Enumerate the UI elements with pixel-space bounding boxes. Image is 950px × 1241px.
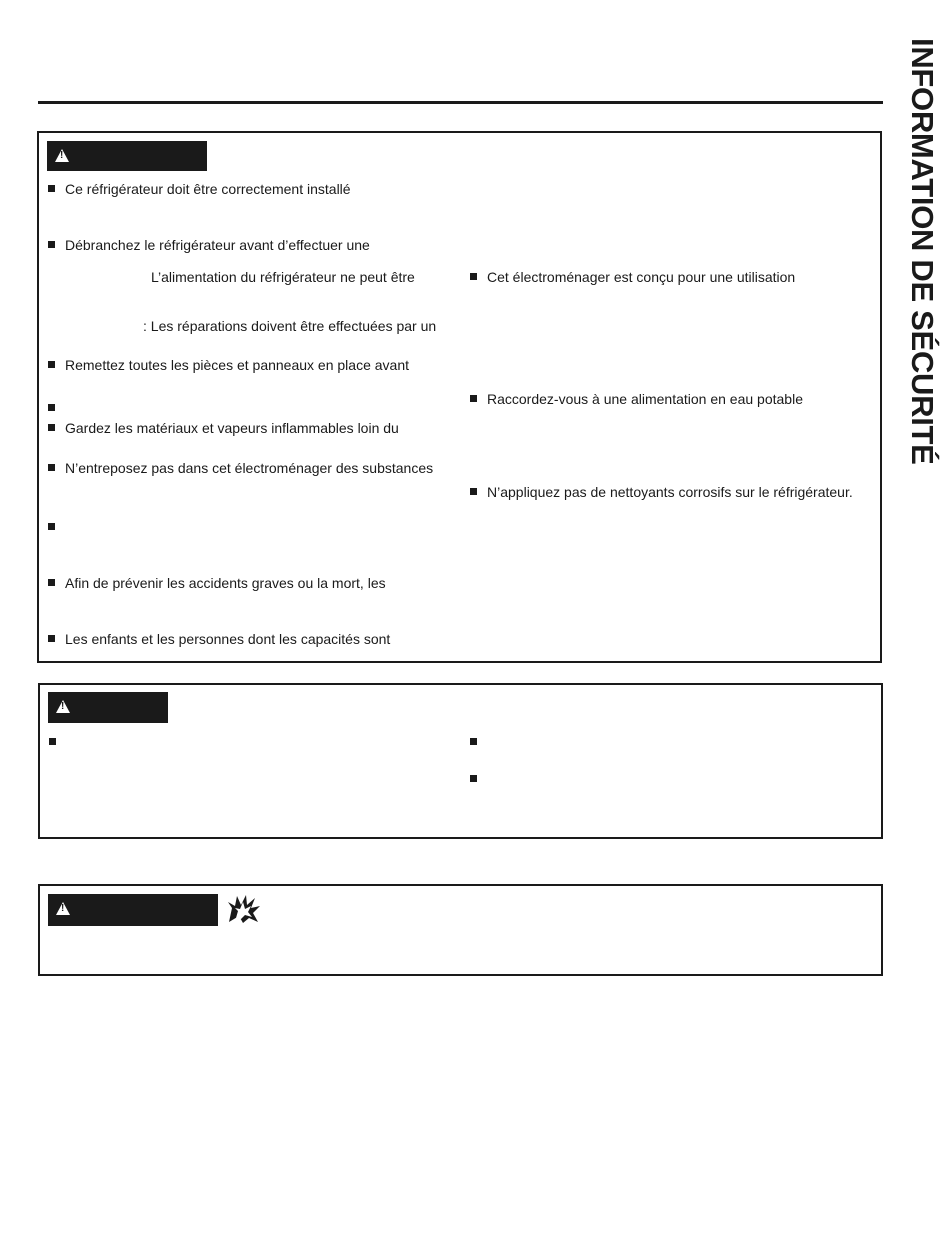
bullet-empty xyxy=(470,775,477,782)
text-line-repairs: : Les réparations doivent être effectuées par un xyxy=(143,318,437,334)
list-item-replace-parts: Remettez toutes les pièces et panneaux en place avant xyxy=(48,357,409,374)
warning-badge-2 xyxy=(48,692,168,723)
list-item-children: Les enfants et les personnes dont les capacités sont xyxy=(48,631,390,648)
top-rule xyxy=(38,101,883,104)
list-item-substances: N’entreposez pas dans cet électroménager des substances xyxy=(48,460,433,477)
warning-triangle-icon xyxy=(55,149,69,162)
list-item-unplug: Débranchez le réfrigérateur avant d’effectuer une xyxy=(48,237,370,254)
text-line-power: L’alimentation du réfrigérateur ne peut être xyxy=(151,269,415,285)
list-item-no-corrosive: N’appliquez pas de nettoyants corrosifs sur le réfrigérateur. xyxy=(470,484,853,501)
bullet-empty xyxy=(470,738,477,745)
warning-badge-1 xyxy=(47,141,207,171)
list-item-potable-water: Raccordez-vous à une alimentation en eau potable xyxy=(470,391,803,408)
section-side-title xyxy=(902,38,942,490)
warning-triangle-icon xyxy=(56,700,70,713)
bullet-empty xyxy=(49,738,56,745)
list-item-prevent-accidents: Afin de prévenir les accidents graves ou la mort, les xyxy=(48,575,386,592)
list-item-flammable: Gardez les matériaux et vapeurs inflammables loin du xyxy=(48,420,399,437)
list-item-installed: Ce réfrigérateur doit être correctement installé xyxy=(48,181,351,198)
warning-triangle-icon xyxy=(56,902,70,915)
bullet-empty xyxy=(48,404,55,411)
side-title-text: INFORMATION DE SÉCURITÉ xyxy=(905,38,940,465)
warning-badge-3 xyxy=(48,894,218,926)
bullet-empty xyxy=(48,523,55,530)
list-item-designed-for: Cet électroménager est conçu pour une utilisation xyxy=(470,269,795,286)
explosion-icon xyxy=(227,894,261,924)
